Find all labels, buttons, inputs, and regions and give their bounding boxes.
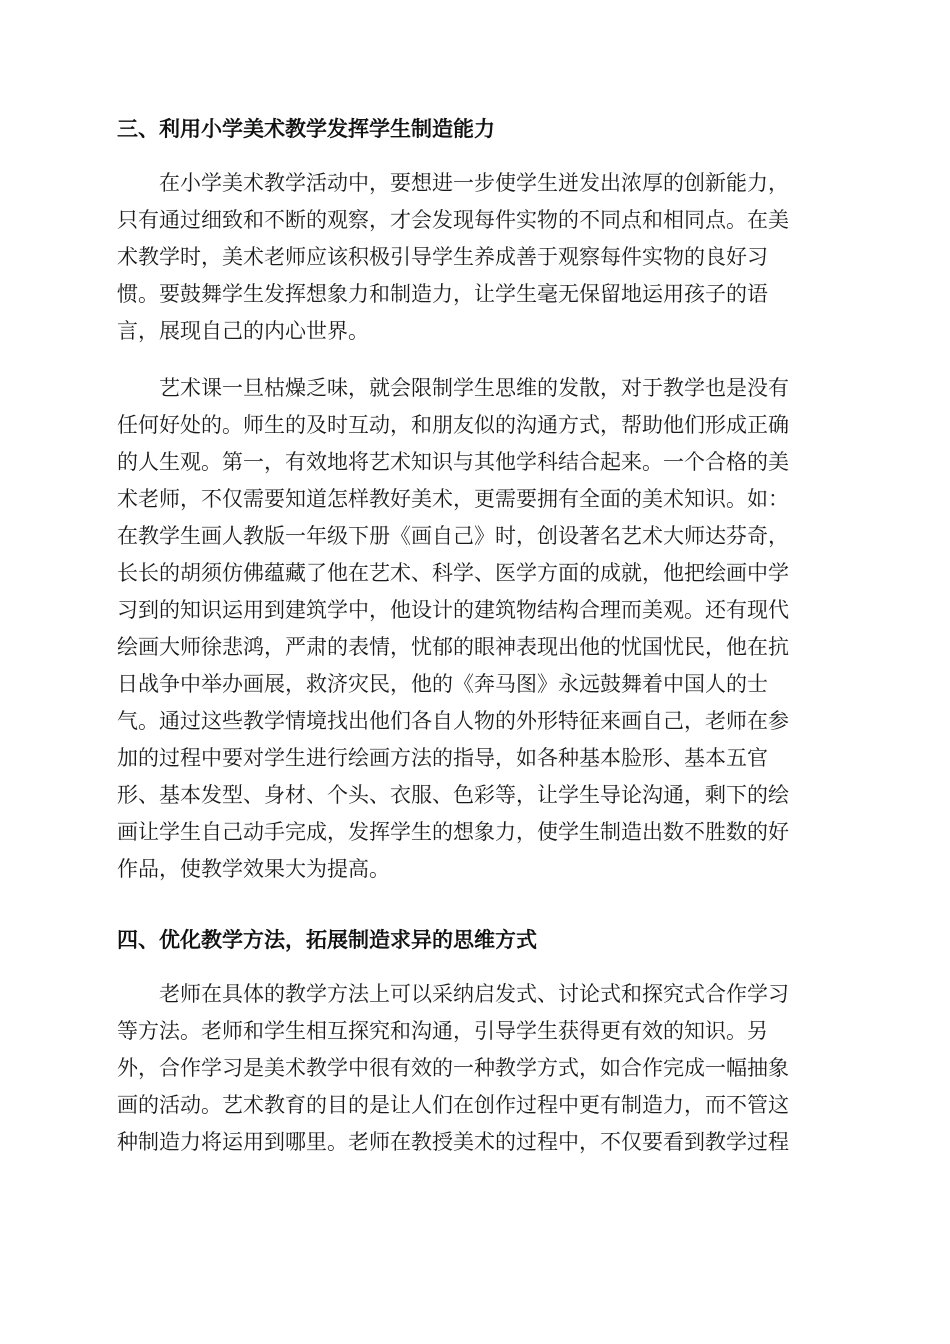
- section-4-heading: 四、优化教学方法，拓展制造求异的思维方式: [117, 928, 537, 952]
- paragraph-line: 绘画大师徐悲鸿，严肃的表情，忧郁的眼神表现出他的忧国忧民，他在抗: [117, 635, 789, 659]
- paragraph-line: 在小学美术教学活动中，要想进一步使学生迸发出浓厚的创新能力，: [159, 171, 789, 195]
- paragraph-line: 等方法。老师和学生相互探究和沟通，引导学生获得更有效的知识。另: [117, 1019, 768, 1043]
- paragraph-line: 言，展现自己的内心世界。: [117, 319, 369, 343]
- paragraph-line: 术教学时，美术老师应该积极引导学生养成善于观察每件实物的良好习: [117, 245, 768, 269]
- paragraph-line: 的人生观。第一，有效地将艺术知识与其他学科结合起来。一个合格的美: [117, 450, 789, 474]
- paragraph-line: 画让学生自己动手完成，发挥学生的想象力，使学生制造出数不胜数的好: [117, 820, 789, 844]
- paragraph-line: 形、基本发型、身材、个头、衣服、色彩等，让学生导论沟通，剩下的绘: [117, 783, 789, 807]
- paragraph-line: 惯。要鼓舞学生发挥想象力和制造力，让学生毫无保留地运用孩子的语: [117, 282, 768, 306]
- section-3-paragraph-1: [117, 165, 832, 350]
- paragraph-line: 长长的胡须仿佛蕴藏了他在艺术、科学、医学方面的成就，他把绘画中学: [117, 561, 789, 585]
- paragraph-line: 日战争中举办画展，救济灾民，他的《奔马图》永远鼓舞着中国人的士: [117, 672, 768, 696]
- paragraph-line: 老师在具体的教学方法上可以采纳启发式、讨论式和探究式合作学习: [159, 982, 789, 1006]
- section-3-paragraph-2: [117, 370, 832, 888]
- paragraph-line: 气。通过这些教学情境找出他们各自人物的外形特征来画自己，老师在参: [117, 709, 789, 733]
- paragraph-line: 种制造力将运用到哪里。老师在教授美术的过程中，不仅要看到教学过程: [117, 1130, 789, 1154]
- paragraph-line: 任何好处的。师生的及时互动，和朋友似的沟通方式，帮助他们形成正确: [117, 413, 789, 437]
- paragraph-line: 习到的知识运用到建筑学中，他设计的建筑物结构合理而美观。还有现代: [117, 598, 789, 622]
- paragraph-line: 外，合作学习是美术教学中很有效的一种教学方式，如合作完成一幅抽象: [117, 1056, 789, 1080]
- paragraph-line: 术老师，不仅需要知道怎样教好美术，更需要拥有全面的美术知识。如：: [117, 487, 789, 511]
- paragraph-line: 画的活动。艺术教育的目的是让人们在创作过程中更有制造力，而不管这: [117, 1093, 789, 1117]
- paragraph-line: 艺术课一旦枯燥乏味，就会限制学生思维的发散，对于教学也是没有: [159, 376, 789, 400]
- paragraph-line: 在教学生画人教版一年级下册《画自己》时，创设著名艺术大师达芬奇，: [117, 524, 789, 548]
- paragraph-line: 作品，使教学效果大为提高。: [117, 857, 390, 881]
- section-3-heading: 三、利用小学美术教学发挥学生制造能力: [117, 117, 495, 141]
- section-4-paragraph-1: [117, 976, 832, 1161]
- paragraph-line: 只有通过细致和不断的观察，才会发现每件实物的不同点和相同点。在美: [117, 208, 789, 232]
- paragraph-line: 加的过程中要对学生进行绘画方法的指导，如各种基本脸形、基本五官: [117, 746, 768, 770]
